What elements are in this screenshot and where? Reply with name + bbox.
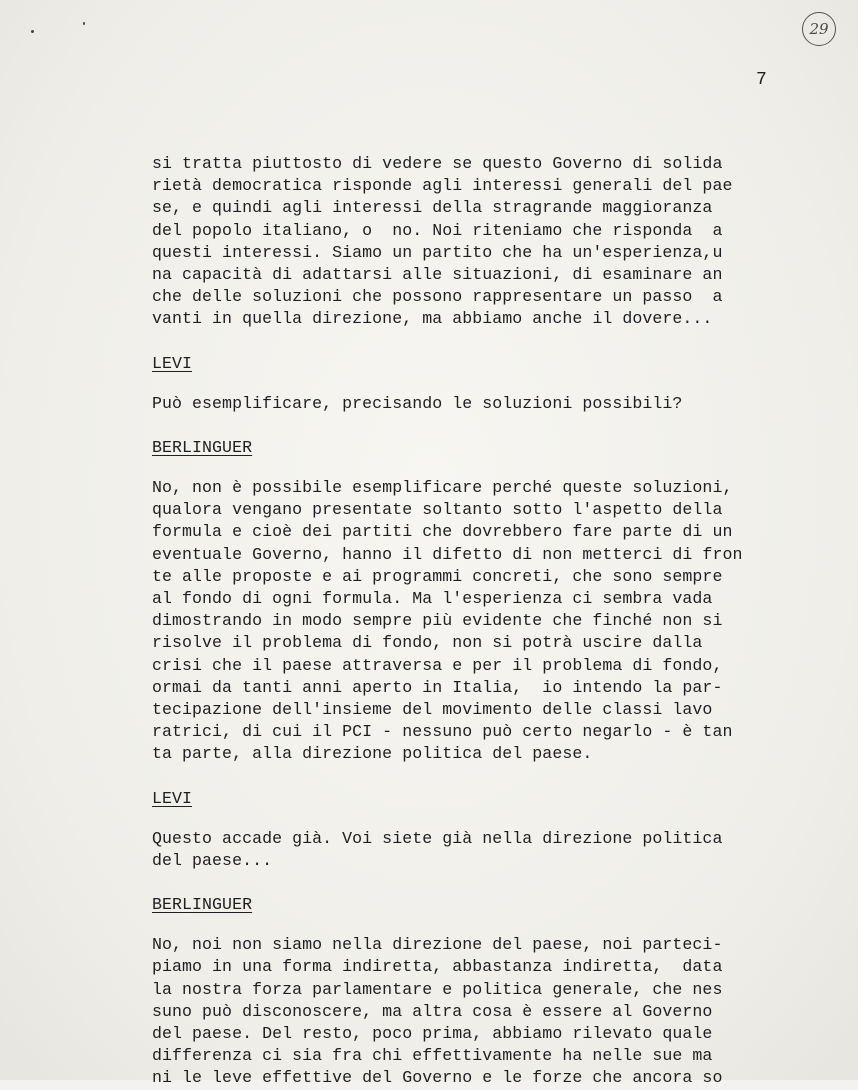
text-line: ta parte, alla direzione politica del paese. xyxy=(152,744,593,764)
paper-speck xyxy=(83,22,85,25)
text-line: del popolo italiano, o no. Noi riteniamo che risponda a xyxy=(152,220,723,240)
text-line: del paese... xyxy=(152,850,273,870)
text-line: ormai da tanti anni aperto in Italia, io intendo la par- xyxy=(152,677,723,697)
text-line: Può esemplificare, precisando le soluzioni possibili? xyxy=(152,393,683,413)
text-line: na capacità di adattarsi alle situazioni, di esaminare an xyxy=(152,264,723,284)
text-line: qualora vengano presentate soltanto sotto l'aspetto della xyxy=(152,500,723,520)
text-line: formula e cioè dei partiti che dovrebbero fare parte di un xyxy=(152,522,733,542)
text-line: crisi che il paese attraversa e per il problema di fondo, xyxy=(152,655,723,675)
text-line: si tratta piuttosto di vedere se questo Governo di solida xyxy=(152,154,723,173)
text-line: Questo accade già. Voi siete già nella direzione politica xyxy=(152,828,723,848)
text-line: No, noi non siamo nella direzione del paese, noi parteci- xyxy=(152,935,723,955)
text-line: questi interessi. Siamo un partito che ha un'esperienza,u xyxy=(152,242,723,262)
archive-stamp xyxy=(802,12,836,46)
paragraph xyxy=(152,153,792,331)
text-line: piamo in una forma indiretta, abbastanza indiretta, data xyxy=(152,957,723,977)
speaker-label: BERLINGUER xyxy=(152,437,253,457)
paragraph xyxy=(152,934,792,1089)
text-line: dimostrando in modo sempre più evidente che finché non si xyxy=(152,611,723,631)
text-line: tecipazione dell'insieme del movimento delle classi lavo xyxy=(152,699,713,719)
paragraph xyxy=(152,477,792,765)
archive-stamp-number: 29 xyxy=(809,20,829,38)
paragraph xyxy=(152,828,792,872)
text-line: rietà democratica risponde agli interessi generali del pae xyxy=(152,176,733,196)
speaker-label: LEVI xyxy=(152,353,193,373)
text-line: te alle proposte e ai programmi concreti, che sono sempre xyxy=(152,566,723,586)
transcript-body xyxy=(152,153,792,1090)
text-line: ni le leve effettive del Governo e le forze che ancora so xyxy=(152,1068,723,1088)
text-line: al fondo di ogni formula. Ma l'esperienza ci sembra vada xyxy=(152,589,713,608)
text-line: vanti in quella direzione, ma abbiamo anche il dovere... xyxy=(152,309,713,329)
text-line: differenza ci sia fra chi effettivamente ha nelle sue ma xyxy=(152,1046,713,1066)
text-line: No, non è possibile esemplificare perché queste soluzioni, xyxy=(152,478,733,498)
speaker-label: BERLINGUER xyxy=(152,895,253,915)
text-line: se, e quindi agli interessi della stragrande maggioranza xyxy=(152,198,713,218)
text-line: suno può disconoscere, ma altra cosa è essere al Governo xyxy=(152,1001,713,1021)
text-line: eventuale Governo, hanno il difetto di non metterci di fron xyxy=(152,544,743,564)
text-line: che delle soluzioni che possono rappresentare un passo a xyxy=(152,287,723,307)
text-line: risolve il problema di fondo, non si potrà uscire dalla xyxy=(152,633,703,653)
text-line: la nostra forza parlamentare e politica generale, che nes xyxy=(152,979,723,999)
text-line: del paese. Del resto, poco prima, abbiamo rilevato quale xyxy=(152,1024,713,1043)
page-number: 7 xyxy=(756,70,767,90)
paper-speck xyxy=(31,30,34,33)
speaker-label: LEVI xyxy=(152,788,193,808)
paragraph xyxy=(152,393,792,415)
text-line: ratrici, di cui il PCI - nessuno può certo negarlo - è tan xyxy=(152,722,733,742)
